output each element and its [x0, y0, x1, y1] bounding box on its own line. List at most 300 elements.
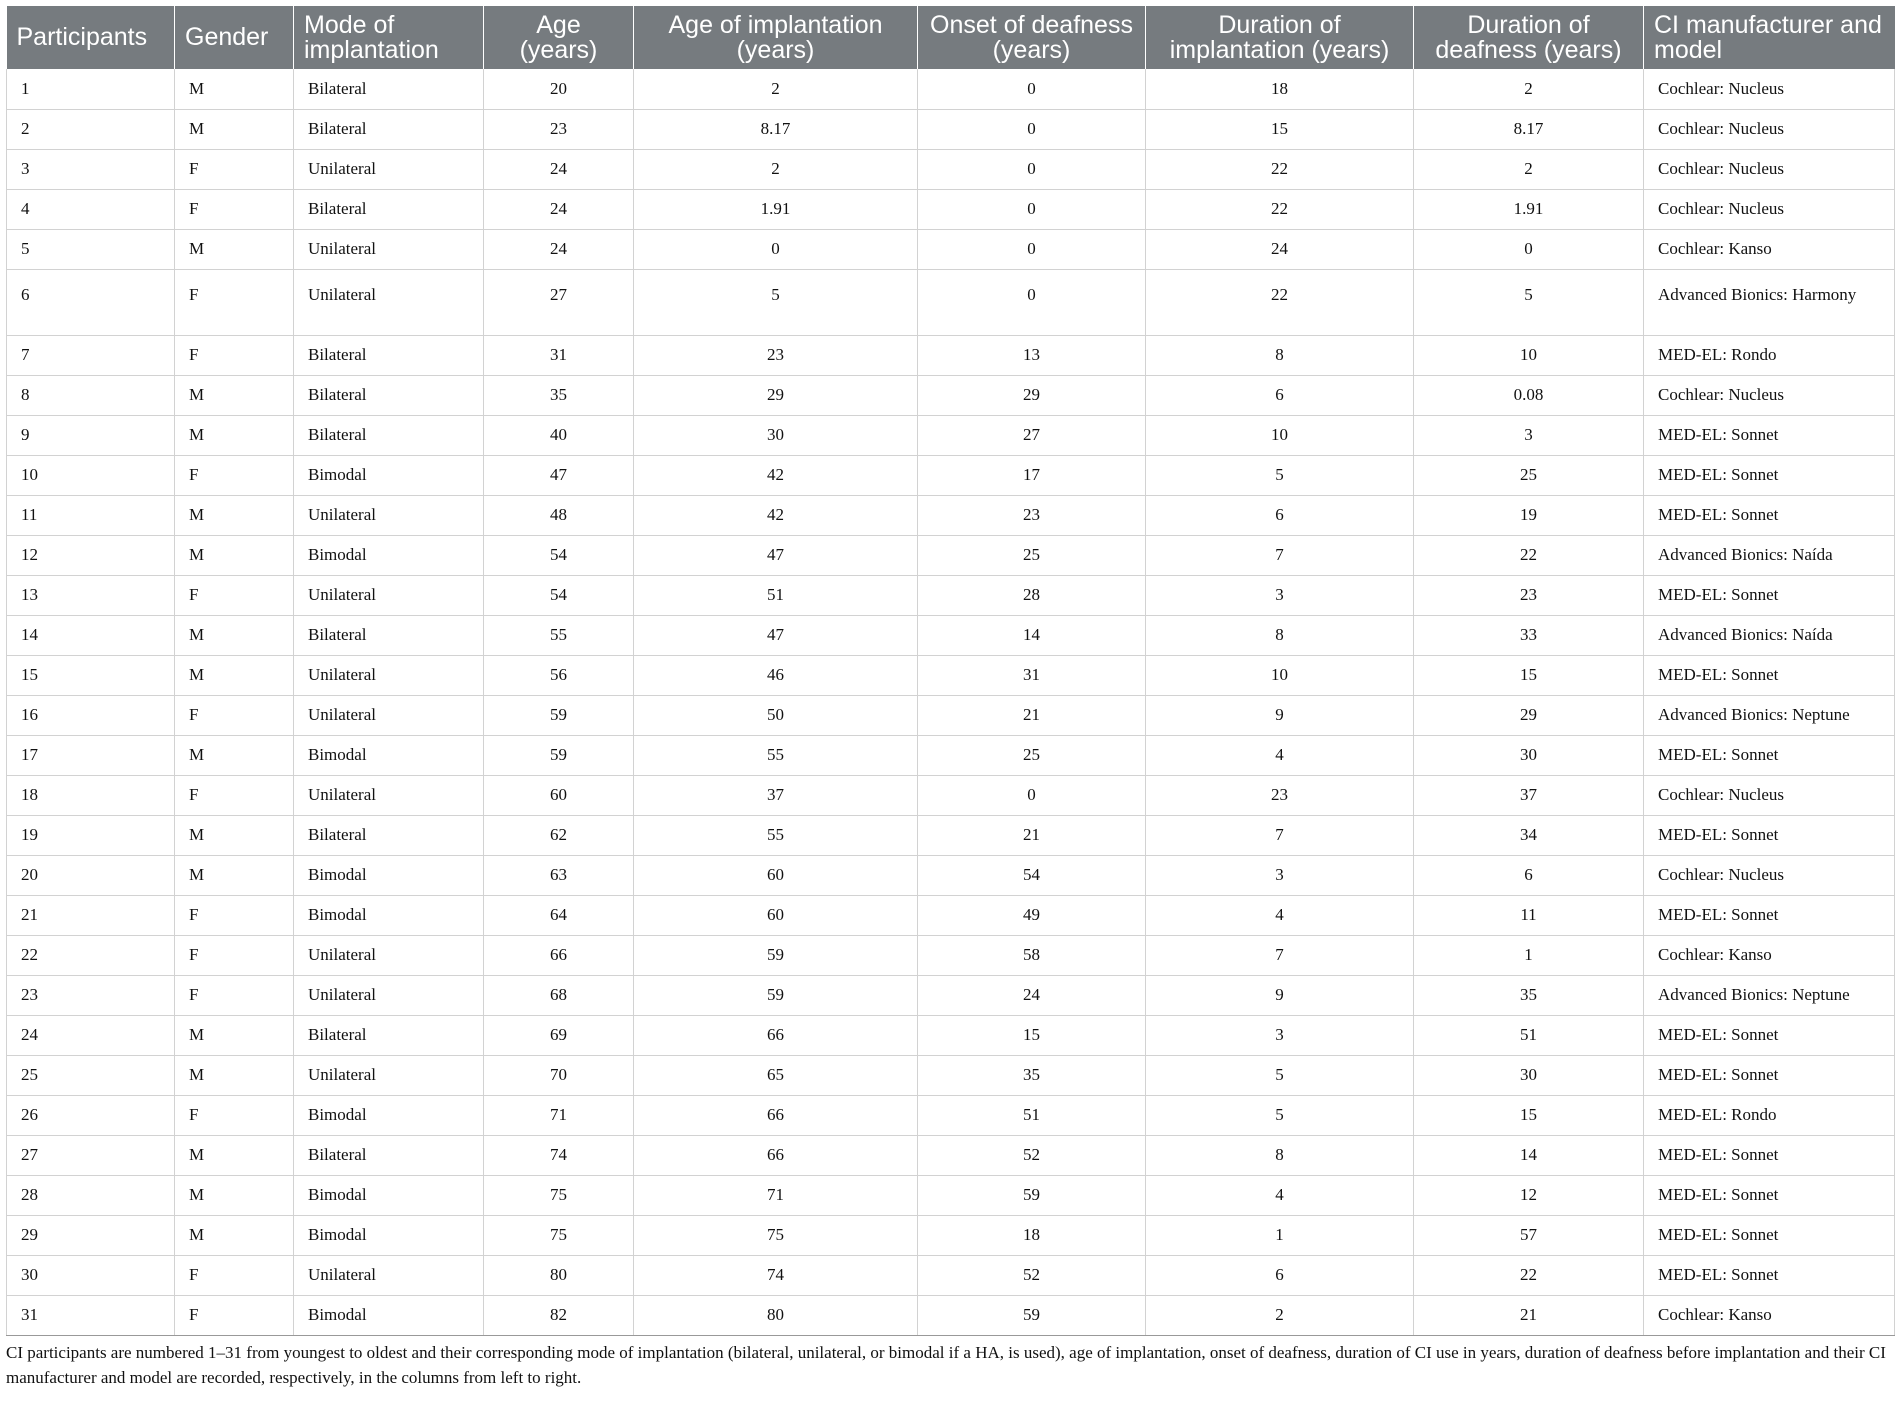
duration-implantation-cell: 8: [1146, 335, 1414, 375]
duration-implantation-cell: 7: [1146, 815, 1414, 855]
age-of-implantation-cell: 2: [634, 149, 918, 189]
age-cell: 64: [484, 895, 634, 935]
header-row: [7, 6, 1895, 69]
mode-cell: Bilateral: [294, 415, 484, 455]
age-cell: 80: [484, 1255, 634, 1295]
age-of-implantation-cell: 60: [634, 895, 918, 935]
age-of-implantation-cell: 66: [634, 1015, 918, 1055]
participant-cell: 7: [7, 335, 175, 375]
participant-cell: 10: [7, 455, 175, 495]
onset-cell: 0: [918, 269, 1146, 335]
duration-implantation-cell: 3: [1146, 575, 1414, 615]
participant-cell: 27: [7, 1135, 175, 1175]
table-row: [7, 1295, 1895, 1335]
mode-cell: Unilateral: [294, 935, 484, 975]
onset-cell: 17: [918, 455, 1146, 495]
mode-cell: Bilateral: [294, 375, 484, 415]
manufacturer-cell: Advanced Bionics: Neptune: [1644, 975, 1895, 1015]
mode-cell: Bimodal: [294, 855, 484, 895]
participant-cell: 30: [7, 1255, 175, 1295]
gender-cell: F: [175, 895, 294, 935]
manufacturer-cell: MED-EL: Sonnet: [1644, 1255, 1895, 1295]
duration-implantation-cell: 8: [1146, 1135, 1414, 1175]
duration-implantation-cell: 3: [1146, 855, 1414, 895]
mode-cell: Bilateral: [294, 1135, 484, 1175]
duration-deafness-cell: 1: [1414, 935, 1644, 975]
gender-cell: M: [175, 535, 294, 575]
mode-cell: Bimodal: [294, 455, 484, 495]
age-of-implantation-cell: 1.91: [634, 189, 918, 229]
age-of-implantation-cell: 2: [634, 69, 918, 109]
onset-cell: 27: [918, 415, 1146, 455]
duration-deafness-cell: 5: [1414, 269, 1644, 335]
participant-cell: 22: [7, 935, 175, 975]
age-cell: 54: [484, 575, 634, 615]
age-cell: 24: [484, 149, 634, 189]
age-cell: 74: [484, 1135, 634, 1175]
table-row: [7, 855, 1895, 895]
gender-cell: M: [175, 1135, 294, 1175]
mode-cell: Unilateral: [294, 655, 484, 695]
manufacturer-cell: Cochlear: Nucleus: [1644, 855, 1895, 895]
duration-implantation-cell: 22: [1146, 149, 1414, 189]
duration-implantation-cell: 7: [1146, 535, 1414, 575]
participant-cell: 4: [7, 189, 175, 229]
participant-cell: 25: [7, 1055, 175, 1095]
onset-cell: 35: [918, 1055, 1146, 1095]
age-cell: 60: [484, 775, 634, 815]
table-row: [7, 69, 1895, 109]
manufacturer-cell: Cochlear: Kanso: [1644, 935, 1895, 975]
participant-cell: 5: [7, 229, 175, 269]
table-footnote: CI participants are numbered 1–31 from youngest to oldest and their corresponding mode of implantation (bilateral, unilateral, or bimodal if a HA, is used), age of implantation, onset of deafness, duration of CI use in years, duration of deafness before implantation and their CI manufacturer and model are recorded, respectively, in the columns from left to right.: [6, 1342, 1886, 1387]
age-cell: 24: [484, 189, 634, 229]
table-row: [7, 455, 1895, 495]
age-of-implantation-cell: 42: [634, 495, 918, 535]
age-cell: 31: [484, 335, 634, 375]
onset-cell: 14: [918, 615, 1146, 655]
manufacturer-cell: MED-EL: Sonnet: [1644, 735, 1895, 775]
table-figure: [6, 6, 1894, 1390]
manufacturer-cell: Cochlear: Nucleus: [1644, 375, 1895, 415]
age-of-implantation-cell: 37: [634, 775, 918, 815]
manufacturer-cell: Advanced Bionics: Naída: [1644, 535, 1895, 575]
participant-cell: 18: [7, 775, 175, 815]
gender-cell: F: [175, 775, 294, 815]
participant-cell: 3: [7, 149, 175, 189]
age-of-implantation-cell: 46: [634, 655, 918, 695]
header-participants: Participants: [7, 6, 175, 69]
duration-implantation-cell: 4: [1146, 1175, 1414, 1215]
duration-implantation-cell: 8: [1146, 615, 1414, 655]
age-cell: 68: [484, 975, 634, 1015]
duration-implantation-cell: 4: [1146, 735, 1414, 775]
gender-cell: M: [175, 415, 294, 455]
gender-cell: M: [175, 375, 294, 415]
table-row: [7, 935, 1895, 975]
table-row: [7, 775, 1895, 815]
participant-cell: 23: [7, 975, 175, 1015]
onset-cell: 49: [918, 895, 1146, 935]
table-body: [7, 69, 1895, 1335]
age-of-implantation-cell: 30: [634, 415, 918, 455]
table-row: [7, 415, 1895, 455]
participant-cell: 6: [7, 269, 175, 335]
header-mode-of-implantation: Mode of implantation: [294, 6, 484, 69]
duration-deafness-cell: 22: [1414, 1255, 1644, 1295]
age-of-implantation-cell: 55: [634, 815, 918, 855]
manufacturer-cell: Cochlear: Nucleus: [1644, 775, 1895, 815]
table-row: [7, 1055, 1895, 1095]
age-cell: 59: [484, 695, 634, 735]
duration-deafness-cell: 37: [1414, 775, 1644, 815]
header-duration-of-implantation: Duration of implantation (years): [1146, 6, 1414, 69]
gender-cell: M: [175, 495, 294, 535]
gender-cell: M: [175, 815, 294, 855]
manufacturer-cell: MED-EL: Rondo: [1644, 1095, 1895, 1135]
gender-cell: M: [175, 855, 294, 895]
mode-cell: Bilateral: [294, 615, 484, 655]
manufacturer-cell: MED-EL: Sonnet: [1644, 815, 1895, 855]
onset-cell: 0: [918, 149, 1146, 189]
manufacturer-cell: Cochlear: Nucleus: [1644, 189, 1895, 229]
table-row: [7, 335, 1895, 375]
duration-deafness-cell: 11: [1414, 895, 1644, 935]
table-row: [7, 815, 1895, 855]
manufacturer-cell: MED-EL: Sonnet: [1644, 455, 1895, 495]
duration-deafness-cell: 57: [1414, 1215, 1644, 1255]
onset-cell: 15: [918, 1015, 1146, 1055]
participant-cell: 12: [7, 535, 175, 575]
duration-implantation-cell: 18: [1146, 69, 1414, 109]
participant-cell: 14: [7, 615, 175, 655]
duration-deafness-cell: 3: [1414, 415, 1644, 455]
duration-deafness-cell: 30: [1414, 1055, 1644, 1095]
duration-implantation-cell: 24: [1146, 229, 1414, 269]
duration-implantation-cell: 22: [1146, 189, 1414, 229]
age-of-implantation-cell: 51: [634, 575, 918, 615]
age-of-implantation-cell: 42: [634, 455, 918, 495]
age-cell: 63: [484, 855, 634, 895]
duration-deafness-cell: 22: [1414, 535, 1644, 575]
gender-cell: F: [175, 455, 294, 495]
manufacturer-cell: MED-EL: Rondo: [1644, 335, 1895, 375]
participant-cell: 29: [7, 1215, 175, 1255]
manufacturer-cell: Cochlear: Nucleus: [1644, 149, 1895, 189]
onset-cell: 52: [918, 1135, 1146, 1175]
gender-cell: M: [175, 1175, 294, 1215]
header-age: Age (years): [484, 6, 634, 69]
onset-cell: 59: [918, 1175, 1146, 1215]
gender-cell: F: [175, 149, 294, 189]
participants-table: [6, 6, 1895, 1336]
age-of-implantation-cell: 59: [634, 935, 918, 975]
onset-cell: 21: [918, 695, 1146, 735]
mode-cell: Bilateral: [294, 109, 484, 149]
age-of-implantation-cell: 65: [634, 1055, 918, 1095]
table-row: [7, 269, 1895, 335]
age-cell: 82: [484, 1295, 634, 1335]
age-of-implantation-cell: 5: [634, 269, 918, 335]
age-of-implantation-cell: 60: [634, 855, 918, 895]
duration-deafness-cell: 33: [1414, 615, 1644, 655]
duration-deafness-cell: 34: [1414, 815, 1644, 855]
mode-cell: Bilateral: [294, 1015, 484, 1055]
table-row: [7, 229, 1895, 269]
duration-implantation-cell: 22: [1146, 269, 1414, 335]
manufacturer-cell: Advanced Bionics: Naída: [1644, 615, 1895, 655]
duration-deafness-cell: 6: [1414, 855, 1644, 895]
gender-cell: F: [175, 189, 294, 229]
age-cell: 75: [484, 1215, 634, 1255]
onset-cell: 18: [918, 1215, 1146, 1255]
duration-deafness-cell: 30: [1414, 735, 1644, 775]
table-row: [7, 655, 1895, 695]
table-row: [7, 615, 1895, 655]
participant-cell: 26: [7, 1095, 175, 1135]
onset-cell: 0: [918, 775, 1146, 815]
duration-deafness-cell: 29: [1414, 695, 1644, 735]
participant-cell: 13: [7, 575, 175, 615]
gender-cell: F: [175, 1095, 294, 1135]
onset-cell: 51: [918, 1095, 1146, 1135]
manufacturer-cell: MED-EL: Sonnet: [1644, 415, 1895, 455]
duration-deafness-cell: 19: [1414, 495, 1644, 535]
table-row: [7, 575, 1895, 615]
manufacturer-cell: Cochlear: Nucleus: [1644, 109, 1895, 149]
onset-cell: 52: [918, 1255, 1146, 1295]
gender-cell: M: [175, 615, 294, 655]
mode-cell: Unilateral: [294, 695, 484, 735]
age-of-implantation-cell: 50: [634, 695, 918, 735]
duration-implantation-cell: 6: [1146, 375, 1414, 415]
manufacturer-cell: MED-EL: Sonnet: [1644, 1215, 1895, 1255]
age-cell: 48: [484, 495, 634, 535]
table-row: [7, 1255, 1895, 1295]
duration-implantation-cell: 3: [1146, 1015, 1414, 1055]
age-of-implantation-cell: 80: [634, 1295, 918, 1335]
gender-cell: F: [175, 1295, 294, 1335]
header-age-of-implantation: Age of implantation (years): [634, 6, 918, 69]
age-of-implantation-cell: 71: [634, 1175, 918, 1215]
table-row: [7, 1135, 1895, 1175]
onset-cell: 0: [918, 69, 1146, 109]
duration-implantation-cell: 2: [1146, 1295, 1414, 1335]
onset-cell: 24: [918, 975, 1146, 1015]
header-gender: Gender: [175, 6, 294, 69]
gender-cell: M: [175, 1055, 294, 1095]
participant-cell: 11: [7, 495, 175, 535]
table-row: [7, 895, 1895, 935]
duration-implantation-cell: 7: [1146, 935, 1414, 975]
manufacturer-cell: MED-EL: Sonnet: [1644, 1135, 1895, 1175]
manufacturer-cell: Cochlear: Kanso: [1644, 1295, 1895, 1335]
age-of-implantation-cell: 66: [634, 1095, 918, 1135]
age-cell: 23: [484, 109, 634, 149]
table-row: [7, 535, 1895, 575]
age-of-implantation-cell: 75: [634, 1215, 918, 1255]
table-row: [7, 695, 1895, 735]
gender-cell: M: [175, 109, 294, 149]
participant-cell: 2: [7, 109, 175, 149]
table-row: [7, 975, 1895, 1015]
age-cell: 69: [484, 1015, 634, 1055]
participant-cell: 28: [7, 1175, 175, 1215]
gender-cell: F: [175, 575, 294, 615]
mode-cell: Unilateral: [294, 1055, 484, 1095]
gender-cell: F: [175, 1255, 294, 1295]
header-ci-manufacturer: CI manufacturer and model: [1644, 6, 1895, 69]
duration-implantation-cell: 10: [1146, 415, 1414, 455]
duration-deafness-cell: 12: [1414, 1175, 1644, 1215]
table-header: [7, 6, 1895, 69]
participant-cell: 24: [7, 1015, 175, 1055]
mode-cell: Unilateral: [294, 575, 484, 615]
header-onset-of-deafness: Onset of deafness (years): [918, 6, 1146, 69]
age-cell: 70: [484, 1055, 634, 1095]
onset-cell: 25: [918, 535, 1146, 575]
duration-deafness-cell: 35: [1414, 975, 1644, 1015]
gender-cell: M: [175, 229, 294, 269]
onset-cell: 25: [918, 735, 1146, 775]
duration-implantation-cell: 9: [1146, 975, 1414, 1015]
mode-cell: Bimodal: [294, 895, 484, 935]
mode-cell: Unilateral: [294, 269, 484, 335]
mode-cell: Bilateral: [294, 335, 484, 375]
duration-implantation-cell: 5: [1146, 1095, 1414, 1135]
gender-cell: F: [175, 695, 294, 735]
age-cell: 62: [484, 815, 634, 855]
duration-implantation-cell: 4: [1146, 895, 1414, 935]
gender-cell: M: [175, 1015, 294, 1055]
table-row: [7, 109, 1895, 149]
participant-cell: 16: [7, 695, 175, 735]
age-cell: 56: [484, 655, 634, 695]
duration-implantation-cell: 9: [1146, 695, 1414, 735]
duration-deafness-cell: 15: [1414, 655, 1644, 695]
mode-cell: Unilateral: [294, 1255, 484, 1295]
table-row: [7, 1015, 1895, 1055]
age-of-implantation-cell: 59: [634, 975, 918, 1015]
duration-implantation-cell: 10: [1146, 655, 1414, 695]
onset-cell: 23: [918, 495, 1146, 535]
gender-cell: M: [175, 1215, 294, 1255]
manufacturer-cell: Cochlear: Kanso: [1644, 229, 1895, 269]
duration-deafness-cell: 0: [1414, 229, 1644, 269]
participant-cell: 15: [7, 655, 175, 695]
gender-cell: F: [175, 269, 294, 335]
age-cell: 54: [484, 535, 634, 575]
onset-cell: 29: [918, 375, 1146, 415]
onset-cell: 0: [918, 189, 1146, 229]
manufacturer-cell: MED-EL: Sonnet: [1644, 495, 1895, 535]
mode-cell: Bilateral: [294, 69, 484, 109]
age-of-implantation-cell: 8.17: [634, 109, 918, 149]
age-cell: 66: [484, 935, 634, 975]
gender-cell: F: [175, 975, 294, 1015]
participant-cell: 9: [7, 415, 175, 455]
age-cell: 47: [484, 455, 634, 495]
mode-cell: Bimodal: [294, 735, 484, 775]
onset-cell: 31: [918, 655, 1146, 695]
duration-deafness-cell: 2: [1414, 69, 1644, 109]
duration-deafness-cell: 15: [1414, 1095, 1644, 1135]
mode-cell: Bilateral: [294, 815, 484, 855]
duration-deafness-cell: 14: [1414, 1135, 1644, 1175]
mode-cell: Bilateral: [294, 189, 484, 229]
onset-cell: 54: [918, 855, 1146, 895]
gender-cell: F: [175, 335, 294, 375]
manufacturer-cell: MED-EL: Sonnet: [1644, 1055, 1895, 1095]
table-row: [7, 1095, 1895, 1135]
participant-cell: 20: [7, 855, 175, 895]
mode-cell: Bimodal: [294, 1095, 484, 1135]
manufacturer-cell: MED-EL: Sonnet: [1644, 895, 1895, 935]
age-of-implantation-cell: 47: [634, 615, 918, 655]
onset-cell: 13: [918, 335, 1146, 375]
mode-cell: Bimodal: [294, 1295, 484, 1335]
participant-cell: 21: [7, 895, 175, 935]
table-row: [7, 1215, 1895, 1255]
duration-deafness-cell: 1.91: [1414, 189, 1644, 229]
duration-implantation-cell: 6: [1146, 495, 1414, 535]
participant-cell: 17: [7, 735, 175, 775]
manufacturer-cell: MED-EL: Sonnet: [1644, 1175, 1895, 1215]
table-row: [7, 189, 1895, 229]
onset-cell: 28: [918, 575, 1146, 615]
duration-deafness-cell: 23: [1414, 575, 1644, 615]
duration-deafness-cell: 10: [1414, 335, 1644, 375]
age-cell: 59: [484, 735, 634, 775]
duration-deafness-cell: 0.08: [1414, 375, 1644, 415]
age-cell: 55: [484, 615, 634, 655]
participant-cell: 31: [7, 1295, 175, 1335]
age-cell: 20: [484, 69, 634, 109]
age-of-implantation-cell: 29: [634, 375, 918, 415]
age-cell: 24: [484, 229, 634, 269]
manufacturer-cell: Advanced Bionics: Neptune: [1644, 695, 1895, 735]
duration-deafness-cell: 51: [1414, 1015, 1644, 1055]
table-row: [7, 149, 1895, 189]
duration-deafness-cell: 21: [1414, 1295, 1644, 1335]
table-row: [7, 495, 1895, 535]
duration-deafness-cell: 8.17: [1414, 109, 1644, 149]
onset-cell: 21: [918, 815, 1146, 855]
manufacturer-cell: Cochlear: Nucleus: [1644, 69, 1895, 109]
gender-cell: M: [175, 655, 294, 695]
mode-cell: Unilateral: [294, 775, 484, 815]
table-row: [7, 735, 1895, 775]
onset-cell: 0: [918, 229, 1146, 269]
age-cell: 27: [484, 269, 634, 335]
age-of-implantation-cell: 74: [634, 1255, 918, 1295]
gender-cell: M: [175, 69, 294, 109]
mode-cell: Bimodal: [294, 1175, 484, 1215]
mode-cell: Bimodal: [294, 1215, 484, 1255]
onset-cell: 0: [918, 109, 1146, 149]
duration-implantation-cell: 15: [1146, 109, 1414, 149]
participant-cell: 1: [7, 69, 175, 109]
mode-cell: Unilateral: [294, 975, 484, 1015]
mode-cell: Unilateral: [294, 229, 484, 269]
age-cell: 75: [484, 1175, 634, 1215]
age-of-implantation-cell: 0: [634, 229, 918, 269]
age-cell: 71: [484, 1095, 634, 1135]
mode-cell: Unilateral: [294, 149, 484, 189]
manufacturer-cell: Advanced Bionics: Harmony: [1644, 269, 1895, 335]
age-of-implantation-cell: 23: [634, 335, 918, 375]
age-cell: 35: [484, 375, 634, 415]
